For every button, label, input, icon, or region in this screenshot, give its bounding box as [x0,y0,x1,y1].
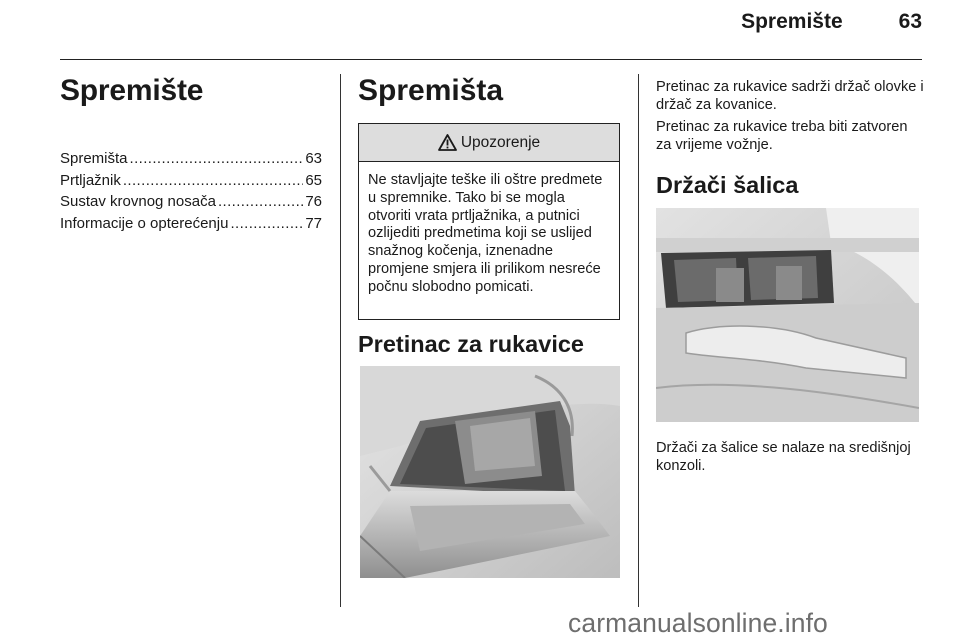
toc-leader-dots [130,150,304,167]
warning-title: Upozorenje [460,133,541,151]
cupholders-illustration [656,208,919,422]
toc-entry-page: 76 [305,193,322,210]
toc-leader-dots [230,215,303,232]
toc-entry-page: 65 [305,171,322,189]
cupholders-heading: Držači šalica [656,172,799,198]
toc-entry-label: Spremišta [60,150,128,167]
warning-triangle-icon [438,134,457,151]
toc-leader-dots [123,172,303,189]
watermark: carmanualsonline.info [568,608,828,638]
warning-box [358,123,620,320]
toc-leader-dots [218,193,303,210]
toc-entry-label: Sustav krovnog nosača [60,193,216,210]
running-header [741,10,922,34]
cupholders-text: Držači za šalice se nalaze na središnjoj konzoli. [656,440,911,474]
table-of-contents [60,150,322,236]
header-rule [60,59,922,60]
glovebox-text-2: Pretinac za rukavice treba biti zatvoren za vrijeme vožnje. [656,119,908,153]
toc-entry-label: Prtljažnik [60,171,121,189]
warning-text: Ne stavljajte teške ili oštre predmete u spremnike. Tako bi se mogla otvoriti vrata prtljažnika, a putnici ozlijediti predmetima koji se uslijed snažnog kočenja, iznenadne promjene smjera ili prilikom nesreće počnu slobodno pomicati. [368,172,603,295]
glovebox-illustration [360,366,620,578]
toc-entry[interactable] [60,215,322,237]
toc-entry[interactable] [60,150,322,172]
glovebox-heading: Pretinac za rukavice [358,331,584,357]
toc-entry-page: 77 [305,214,322,232]
toc-entry-label: Informacije o opterećenju [60,214,229,232]
section-title: Spremišta [358,74,504,107]
glovebox-text-1: Pretinac za rukavice sadrži držač olovke i držač za kovanice. [656,79,924,113]
column-divider-2 [638,74,639,607]
page-number: 63 [898,10,922,33]
warning-header [359,124,619,162]
toc-entry-page: 63 [305,150,322,167]
running-header-title: Spremište [741,10,843,33]
toc-entry[interactable] [60,193,322,215]
chapter-title: Spremište [60,74,204,107]
column-divider-1 [340,74,341,607]
toc-entry[interactable] [60,172,322,194]
